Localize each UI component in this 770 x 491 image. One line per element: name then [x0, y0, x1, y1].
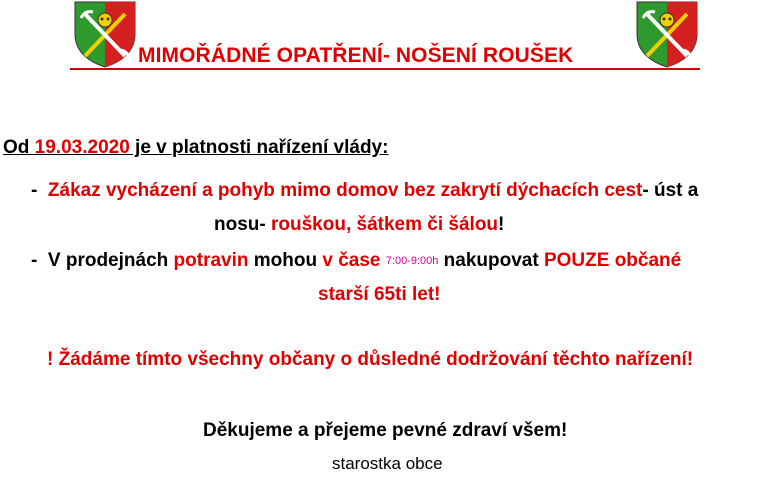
bullet2-nakupovat: nakupovat — [438, 250, 544, 271]
bullet2-v-case: v čase — [322, 250, 381, 271]
bullet1-dash: - — [31, 180, 38, 201]
bullet1-line2-end: ! — [498, 214, 505, 235]
appeal-line: ! Žádáme tímto všechny občany o důsledné dodržování těchto nařízení! — [47, 349, 694, 370]
intro-rest: je v platnosti nařízení vlády: — [129, 137, 389, 158]
bullet1-part2: - úst a — [642, 180, 699, 201]
page-title: MIMOŘÁDNÉ OPATŘENÍ- NOŠENÍ ROUŠEK — [138, 44, 574, 67]
bullet1-red: Zákaz vycházení a pohyb mimo domov bez zakrytí dýchacích cest — [47, 180, 643, 201]
bullet2-time: 7:00-9:00h — [385, 255, 439, 267]
coat-of-arms-icon — [633, 0, 701, 68]
signature: starostka obce — [332, 454, 443, 473]
bullet1-line2-red: rouškou, šátkem či šálou — [271, 214, 499, 235]
thanks-line: Děkujeme a přejeme pevné zdraví všem! — [203, 420, 568, 441]
title-underline — [70, 68, 700, 70]
bullet2-potravin: potravin — [173, 250, 249, 271]
bullet2-line2: starší 65ti let! — [318, 284, 441, 305]
bullet1-line1 — [31, 180, 698, 202]
bullet2-pouze: POUZE občané — [543, 250, 682, 271]
bullet1-line2 — [214, 214, 504, 236]
intro-od: Od — [3, 137, 35, 158]
coat-of-arms-icon — [71, 0, 139, 68]
bullet2-dash: - — [31, 250, 38, 271]
bullet2-part1: V prodejnách — [47, 250, 174, 271]
bullet1-line2-part1: nosu- — [214, 214, 271, 235]
bullet2-line1 — [31, 250, 681, 272]
intro-date: 19.03.2020 — [34, 137, 130, 158]
bullet2-mohou: mohou — [248, 250, 323, 271]
intro-line — [3, 137, 388, 159]
